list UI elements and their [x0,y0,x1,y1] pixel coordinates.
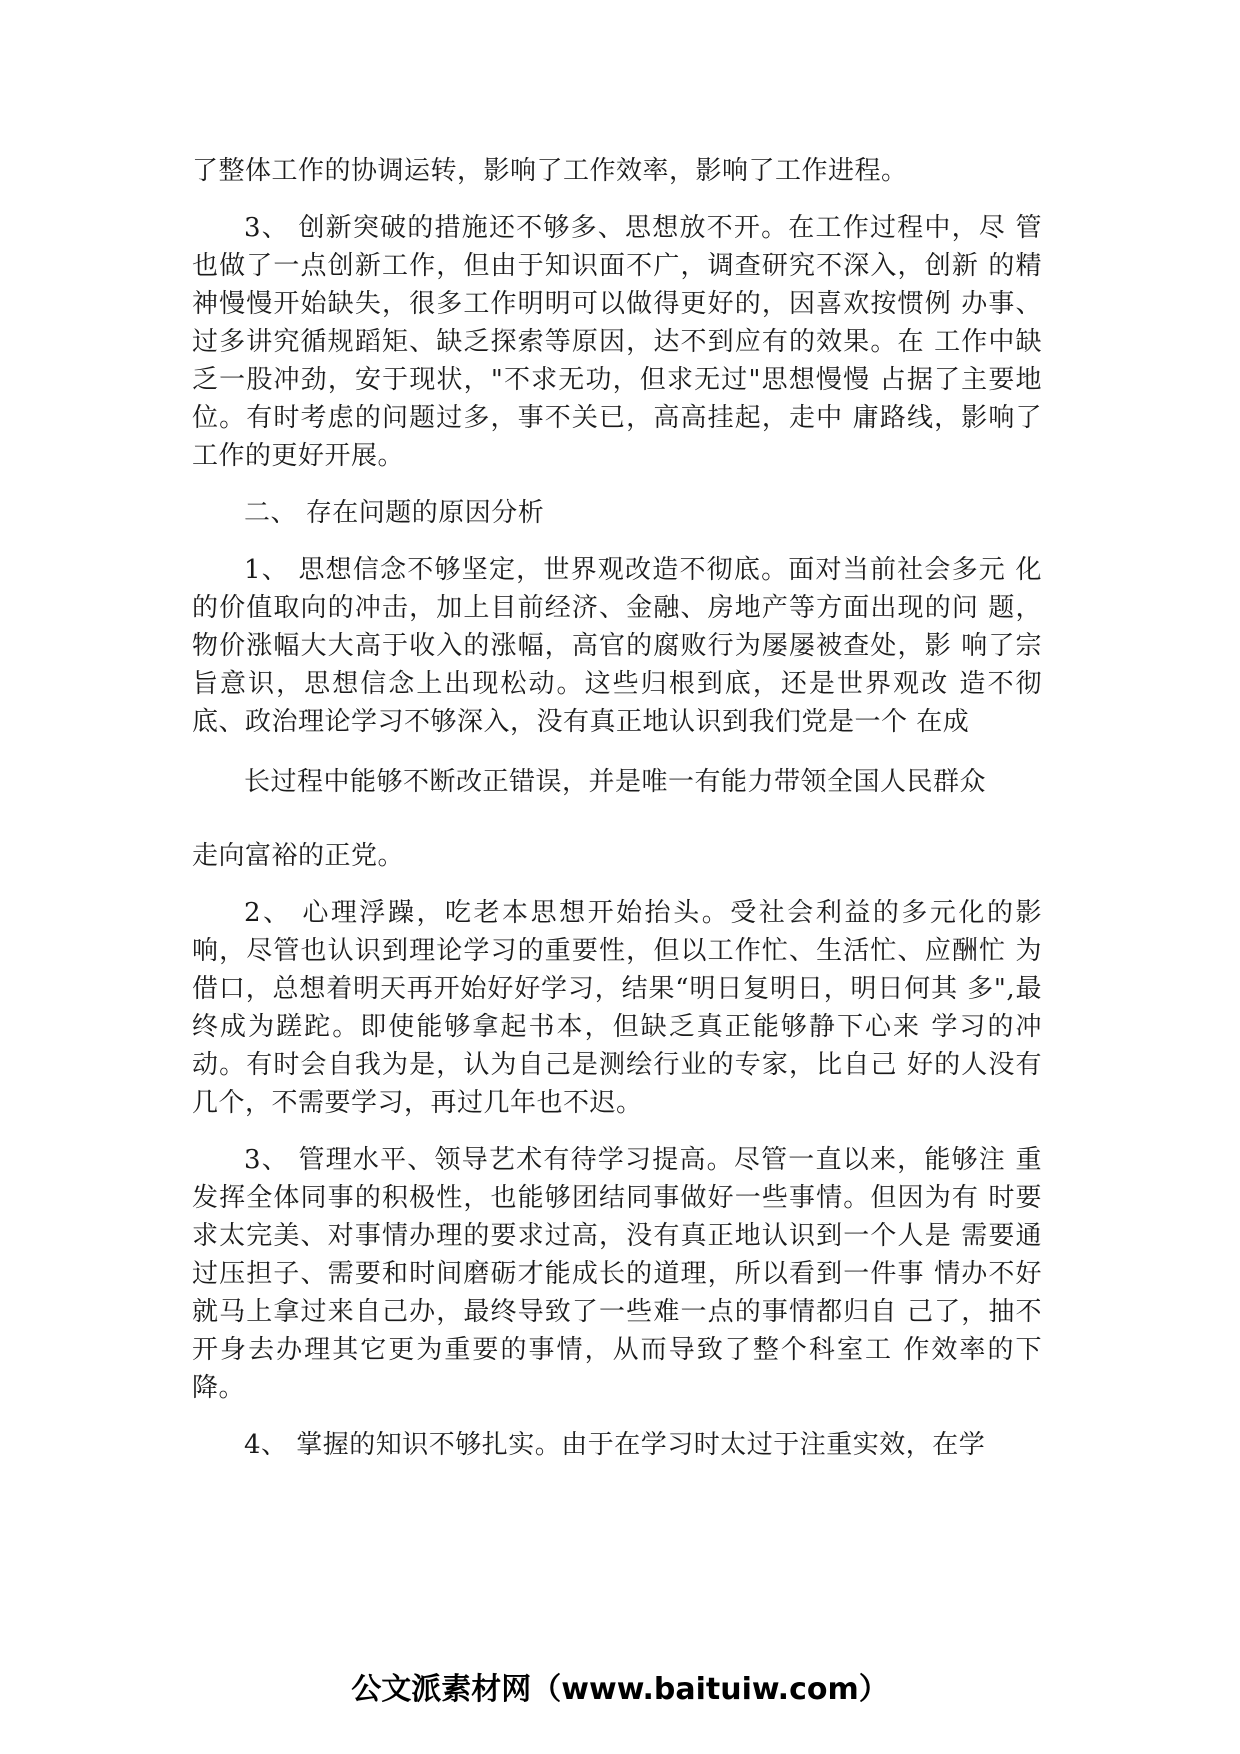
paragraph-fragment-growth: 长过程中能够不断改正错误，并是唯一有能力带领全国人民群众 [244,767,987,797]
footer-watermark: 公文派素材网（www.baituiw.com） [351,1672,889,1707]
document-body [192,152,1042,1464]
paragraph-fragment-prosperity: 走向富裕的正党。 [192,841,405,871]
paragraph-item-2-mentality: 2、 心理浮躁，吃老本思想开始抬头。受社会利益的多元化的影 响，尽管也认识到理论学习的重要性，但以工作忙、生活忙、应酬忙 为借口，总想着明天再开始好好学习，结果“明日复明日，明日何其 多",最终成为蹉跎。即使能够拿起书本，但缺乏真正能够静下心来 学习的冲动。有时会自我为是，认为自己是测绘行业的专家，比自己 好的人没有几个，不需要学习，再过几年也不迟。 [192,898,1042,1118]
paragraph-item-3-innovation: 3、 创新突破的措施还不够多、思想放不开。在工作过程中，尽 管也做了一点创新工作，但由于知识面不广，调查研究不深入，创新 的精神慢慢开始缺失，很多工作明明可以做得更好的，因喜欢按惯例 办事、过多讲究循规蹈矩、缺乏探索等原因，达不到应有的效果。在 工作中缺乏一股冲劲，安于现状，"不求无功，但求无过"思想慢慢 占据了主要地位。有时考虑的问题过多，事不关已，高高挂起，走中 庸路线，影响了工作的更好开展。 [192,213,1042,471]
paragraph-item-1-belief: 1、 思想信念不够坚定，世界观改造不彻底。面对当前社会多元 化的价值取向的冲击，加上目前经济、金融、房地产等方面出现的问 题，物价涨幅大大高于收入的涨幅，高官的腐败行为屡屡被查处，影 响了宗旨意识，思想信念上出现松动。这些归根到底，还是世界观改 造不彻底、政治理论学习不够深入，没有真正地认识到我们党是一个 在成 [192,555,1042,737]
paragraph-item-4-knowledge: 4、 掌握的知识不够扎实。由于在学习时太过于注重实效，在学 [244,1430,986,1460]
section-heading-cause-analysis: 二、 存在问题的原因分析 [244,498,545,528]
paragraph-item-3-management: 3、 管理水平、领导艺术有待学习提高。尽管一直以来，能够注 重发挥全体同事的积极性，也能够团结同事做好一些事情。但因为有 时要求太完美、对事情办理的要求过高，没有真正地认识到一个人是 需要通过压担子、需要和时间磨砺才能成长的道理，所以看到一件事 情办不好就马上拿过来自己办，最终导致了一些难一点的事情都归自 己了，抽不开身去办理其它更为重要的事情，从而导致了整个科室工 作效率的下降。 [192,1145,1042,1403]
paragraph-continuation: 了整体工作的协调运转，影响了工作效率，影响了工作进程。 [192,156,908,186]
